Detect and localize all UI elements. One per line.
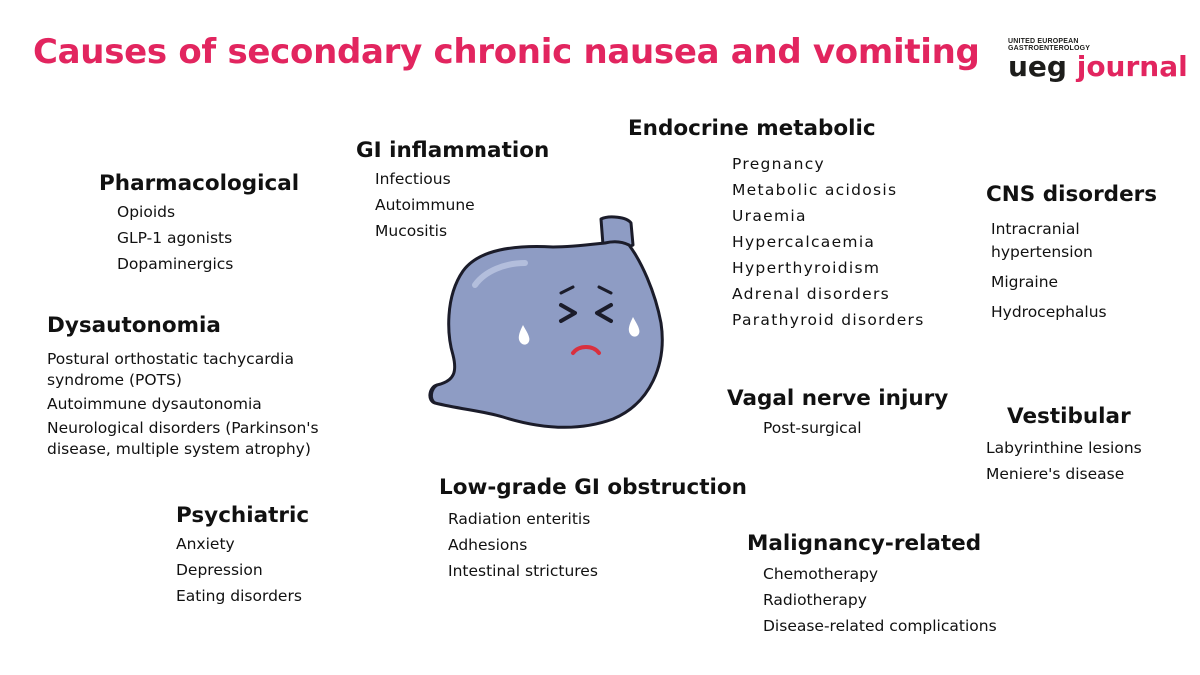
group-item: Post-surgical (763, 419, 862, 437)
group-item: Radiotherapy (763, 591, 867, 609)
group-item: Pregnancy (732, 155, 826, 173)
group-item: Labyrinthine lesions (986, 439, 1142, 457)
group-item: Intestinal strictures (448, 562, 598, 580)
logo-line-2: GASTROENTEROLOGY (1008, 45, 1091, 52)
group-item: Chemotherapy (763, 565, 879, 583)
group-heading: Vagal nerve injury (727, 386, 949, 411)
group-item: GLP-1 agonists (117, 229, 233, 247)
group-psychiatric (176, 503, 309, 607)
group-heading: Endocrine metabolic (628, 116, 876, 141)
group-item: Neurological disorders (Parkinson's disease, multiple system atrophy) (47, 419, 319, 458)
group-item: Postural orthostatic tachycardia syndrome (POTS) (47, 350, 294, 389)
group-heading: Malignancy-related (747, 531, 982, 556)
group-item: Depression (176, 561, 263, 579)
group-item: Meniere's disease (986, 465, 1125, 483)
group-item: Hypercalcaemia (732, 233, 876, 251)
group-item: Dopaminergics (117, 255, 234, 273)
logo-journal: journal (1076, 50, 1188, 83)
group-dysautonomia (47, 313, 347, 460)
group-low-grade-gi-obstruction (439, 475, 747, 582)
group-item: Anxiety (176, 535, 235, 553)
group-item: Intracranial hypertension (991, 220, 1093, 261)
group-item: Mucositis (375, 222, 448, 240)
group-item: Infectious (375, 170, 451, 188)
group-item: Adhesions (448, 536, 528, 554)
group-heading: Dysautonomia (47, 313, 221, 338)
group-heading: Psychiatric (176, 503, 310, 528)
group-item: Hydrocephalus (991, 303, 1107, 321)
sad-stomach-icon (415, 205, 675, 445)
group-vestibular (986, 404, 1142, 485)
group-item: Autoimmune dysautonomia (47, 395, 262, 413)
group-heading: Pharmacological (99, 171, 300, 196)
group-item: Parathyroid disorders (732, 311, 925, 329)
group-item: Metabolic acidosis (732, 181, 898, 199)
ueg-journal-logo (1008, 38, 1188, 83)
group-item: Radiation enteritis (448, 510, 591, 528)
group-heading: CNS disorders (986, 182, 1158, 207)
logo-ueg: ueg (1008, 50, 1067, 83)
group-item: Autoimmune (375, 196, 475, 214)
group-item: Opioids (117, 203, 176, 221)
group-item: Uraemia (732, 207, 807, 225)
group-malignancy-related (747, 531, 997, 637)
group-item: Eating disorders (176, 587, 302, 605)
group-heading: Vestibular (1007, 404, 1131, 429)
group-pharmacological (99, 171, 299, 275)
page-title: Causes of secondary chronic nausea and vomiting (33, 32, 980, 72)
group-item: Adrenal disorders (732, 285, 891, 303)
group-heading: Low-grade GI obstruction (439, 475, 747, 500)
logo-wordmark (1008, 50, 1188, 83)
logo-line-1: UNITED EUROPEAN (1008, 38, 1079, 45)
group-cns-disorders (986, 182, 1161, 324)
group-vagal-nerve-injury (727, 386, 948, 439)
group-item: Hyperthyroidism (732, 259, 881, 277)
group-heading: GI inflammation (356, 138, 550, 163)
group-item: Migraine (991, 273, 1059, 291)
group-item: Disease-related complications (763, 617, 997, 635)
